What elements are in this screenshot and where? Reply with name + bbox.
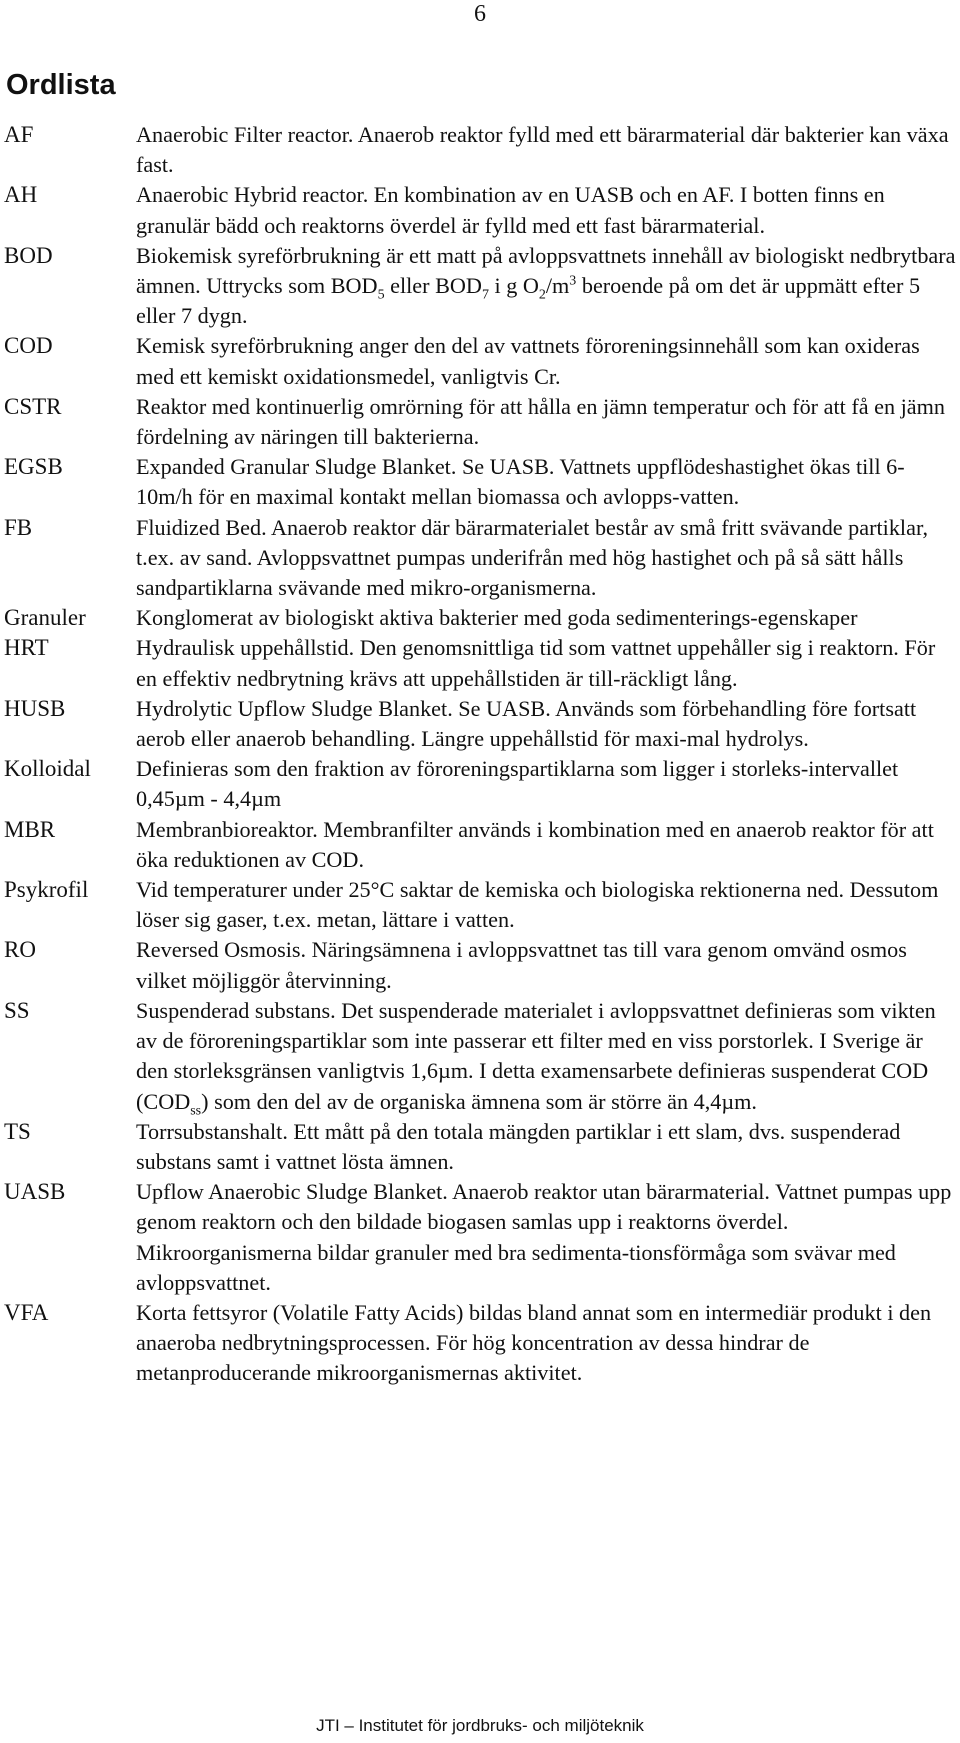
- definition-granuler: Konglomerat av biologiskt aktiva bakterier med goda sedimenterings-egenskaper: [136, 605, 858, 631]
- definition-bod: [136, 241, 958, 332]
- term-vfa: VFA: [4, 1299, 49, 1325]
- glossary-entry-vfa: [4, 1298, 958, 1389]
- term-bod: BOD: [4, 242, 53, 268]
- term-granuler: Granuler: [4, 605, 86, 631]
- term-uasb: UASB: [4, 1179, 66, 1205]
- term-cod: COD: [4, 333, 53, 359]
- term-ah: AH: [4, 182, 38, 208]
- definition-bod-text: i g O: [488, 273, 539, 299]
- definition-af: Anaerobic Filter reactor. Anaerob reaktor fylld med ett bärarmaterial där bakterier kan växa fast.: [136, 122, 949, 178]
- definition-cstr: Reaktor med kontinuerlig omrörning för att hålla en jämn temperatur och för att få en jämn fördelning av näringen till bakterierna.: [136, 393, 945, 450]
- term-ss: SS: [4, 997, 30, 1023]
- definition-bod-text: Biokemisk syreförbrukning är ett matt på avloppsvattnets innehåll av biologiskt nedbrytbara ämnen. Uttrycks som BOD: [136, 242, 956, 299]
- definition-bod-text: eller BOD: [384, 273, 482, 299]
- term-kolloidal: Kolloidal: [4, 756, 91, 782]
- definition-ss-text: ) som den del av de organiska ämnena som är större än 4,4µm.: [201, 1088, 757, 1114]
- glossary-entry-cod: [4, 331, 958, 391]
- subscript-7: 7: [481, 287, 489, 303]
- subscript-5: 5: [377, 287, 385, 303]
- page-footer: JTI – Institutet för jordbruks- och miljöteknik: [316, 1716, 644, 1735]
- term-cstr: CSTR: [4, 393, 62, 419]
- glossary-entry-bod: [4, 241, 958, 332]
- definition-kolloidal: Definieras som den fraktion av föroreningspartiklarna som ligger i storleks-intervallet 0,45µm - 4,4µm: [136, 756, 899, 812]
- glossary-entry-fb: [4, 513, 958, 604]
- definition-fb: Fluidized Bed. Anaerob reaktor där bärarmaterialet består av små fritt svävande partiklar, t.ex. av sand. Avloppsvattnet pumpas underifrån med hög hastighet och på så sätt hålls sandpartiklarna svävande med mikro-organismerna.: [136, 514, 928, 601]
- term-ro: RO: [4, 937, 36, 963]
- definition-vfa: Korta fettsyror (Volatile Fatty Acids) bildas bland annat som en intermediär produkt i den anaeroba nedbrytningsprocessen. För hög koncentration av dessa hindrar de metanproducerande mikroorganismernas aktivitet.: [136, 1299, 932, 1386]
- term-psykrofil: Psykrofil: [4, 877, 89, 903]
- glossary-entry-ah: [4, 180, 958, 240]
- definition-mbr: Membranbioreaktor. Membranfilter används i kombination med en anaerob reaktor för att öka reduktionen av COD.: [136, 816, 934, 872]
- definition-cod: Kemisk syreförbrukning anger den del av vattnets föroreningsinnehåll som kan oxideras med ett kemiskt oxidationsmedel, vanligtvis Cr.: [136, 333, 920, 389]
- definition-bod-text: beroende på om det är uppmätt efter 5 eller 7 dygn.: [136, 273, 921, 329]
- glossary-entry-af: [4, 120, 958, 180]
- definition-psykrofil: Vid temperaturer under 25°C saktar de kemiska och biologiska rektionerna ned. Dessutom löser sig gaser, t.ex. metan, lättare i vatten.: [136, 877, 939, 933]
- definition-ro: Reversed Osmosis. Näringsämnena i avloppsvattnet tas till vara genom omvänd osmos vilket möjliggör återvinning.: [136, 937, 907, 993]
- definition-ts: Torrsubstanshalt. Ett mått på den totala mängden partiklar i ett slam, dvs. suspenderad substans samt i vattnet lösta ämnen.: [136, 1118, 901, 1174]
- definition-husb: Hydrolytic Upflow Sludge Blanket. Se UASB. Används som förbehandling före fortsatt aerob eller anaerob behandling. Längre uppehållstid för maxi-mal hydrolys.: [136, 695, 917, 752]
- glossary-entry-husb: [4, 694, 958, 754]
- definition-hrt: Hydraulisk uppehållstid. Den genomsnittliga tid som vattnet uppehåller sig i reaktorn. För en effektiv nedbrytning krävs att uppehållstiden är till-räckligt lång.: [136, 635, 936, 691]
- definition-ss-text: Suspenderad substans. Det suspenderade materialet i avloppsvattnet definieras som vikten av de föroreningspartiklar som inte passerar ett filter med en viss porstorlek. I Sverige är den storleksgränsen vanligtvis 1,6µm. I detta examensarbete definieras suspenderat COD (COD: [136, 997, 936, 1114]
- page-number: 6: [474, 1, 486, 27]
- definition-bod-text: /m: [545, 273, 570, 299]
- definition-ss: [136, 996, 958, 1117]
- term-af: AF: [4, 122, 34, 147]
- glossary-entry-cstr: [4, 392, 958, 452]
- glossary-entry-mbr: [4, 815, 958, 875]
- glossary-entry-hrt: [4, 633, 958, 693]
- term-hrt: HRT: [4, 635, 49, 661]
- glossary-list: [4, 120, 958, 1389]
- subscript-ss: ss: [190, 1102, 202, 1118]
- glossary-entry-egsb: [4, 452, 958, 512]
- glossary-entry-kolloidal: [4, 754, 958, 814]
- term-mbr: MBR: [4, 816, 56, 842]
- definition-ah: Anaerobic Hybrid reactor. En kombination av en UASB och en AF. I botten finns en granulär bädd och reaktorns överdel är fylld med ett fast bärarmaterial.: [136, 182, 885, 238]
- term-egsb: EGSB: [4, 454, 63, 480]
- glossary-entry-uasb: [4, 1177, 958, 1298]
- glossary-entry-psykrofil: [4, 875, 958, 935]
- definition-uasb: Upflow Anaerobic Sludge Blanket. Anaerob reaktor utan bärarmaterial. Vattnet pumpas upp genom reaktorn och den bildade biogasen samlas upp i reaktorns överdel. Mikroorganismerna bildar granuler med bra sedimenta-tionsförmåga som svävar med avloppsvattnet.: [136, 1179, 952, 1295]
- term-husb: HUSB: [4, 695, 66, 721]
- term-ts: TS: [4, 1118, 31, 1144]
- definition-egsb: Expanded Granular Sludge Blanket. Se UASB. Vattnets uppflödeshastighet ökas till 6-10m/h för en maximal kontakt mellan biomassa och avlopps-vatten.: [136, 454, 905, 510]
- glossary-entry-ro: [4, 935, 958, 995]
- glossary-entry-ts: [4, 1117, 958, 1177]
- page-title: Ordlista: [6, 69, 116, 101]
- glossary-entry-granuler: [4, 603, 958, 633]
- term-fb: FB: [4, 514, 33, 540]
- glossary-entry-ss: [4, 996, 958, 1117]
- subscript-2: 2: [538, 287, 546, 303]
- superscript-3: 3: [569, 273, 577, 289]
